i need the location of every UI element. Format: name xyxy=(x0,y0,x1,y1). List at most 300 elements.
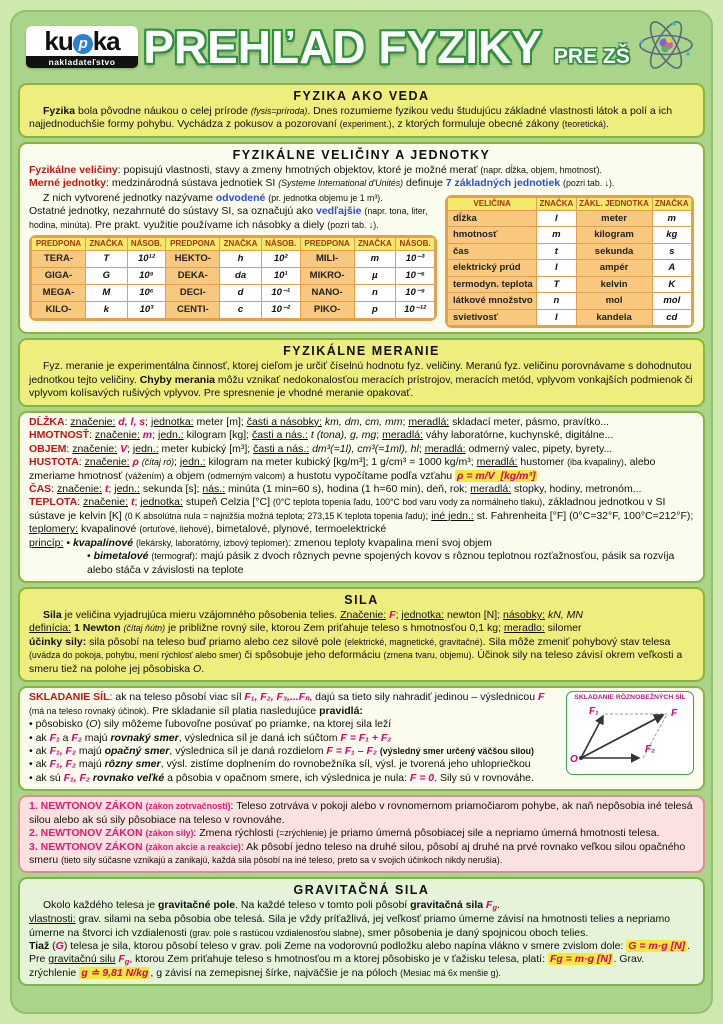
text-segment: DĹŽKA xyxy=(29,415,65,428)
label-f2: F₂ xyxy=(645,744,655,756)
text-segment: a objem xyxy=(164,469,208,482)
text-segment: : Zmena rýchlosti xyxy=(193,827,277,840)
text-segment: ) sily môžeme ľubovoľne posúvať po priamke, na ktorej sila leží xyxy=(97,718,392,731)
table-header-cell: PREDPONA xyxy=(32,238,86,251)
text-segment: (tieto sily súčasne vznikajú a zanikajú, každá sila pôsobí na iné teleso, preto sa v svojich účinkoch nikdy nerušia). xyxy=(61,855,503,866)
text-segment: (elektrické, magnetické, gravitačné) xyxy=(344,636,483,647)
table-cell: l xyxy=(537,210,576,227)
quantity-objem xyxy=(29,443,694,456)
text-segment: kilogram [kg]; xyxy=(183,429,252,442)
text-segment: 2. NEWTONOV ZÁKON xyxy=(29,827,143,840)
text-segment: ; xyxy=(108,482,115,495)
text-segment: O xyxy=(89,718,98,731)
text-segment: kilogram na meter kubický [kg/m³]; 1 g/cm³ = 1000 kg/m³; xyxy=(205,456,477,469)
text-segment: F xyxy=(389,609,396,622)
logo-text-ka: ka xyxy=(92,26,120,56)
text-segment: Sila xyxy=(43,609,62,622)
text-segment: . Na každé teleso v tomto poli pôsobí xyxy=(235,899,411,912)
text-segment: (napr. dĺžka, objem, hmotnosť). xyxy=(480,164,602,175)
text-segment: teplomery: xyxy=(29,523,79,536)
paragraph xyxy=(29,609,694,622)
table-cell: DEKA- xyxy=(166,268,220,285)
table-header-cell: PREDPONA xyxy=(300,238,354,251)
text-segment: definícia: xyxy=(29,622,72,635)
logo-p-icon: p xyxy=(73,34,93,54)
text-segment: . Dnes rozumieme fyzikou vedu študujúcu základné vlastnosti látok a polí a ich najjednoduchšie formy pohybu. Vychádza z pokusov a pozorovaní xyxy=(29,105,675,131)
text-segment: • ak xyxy=(29,731,50,744)
page-subtitle: PRE ZŠ xyxy=(553,45,630,68)
publisher-tagline: nakladateľstvo xyxy=(26,56,138,68)
table-cell: cd xyxy=(652,309,691,326)
table-row xyxy=(448,276,692,293)
text-segment: skladací meter, pásmo, pravítko... xyxy=(449,415,610,428)
paragraph xyxy=(29,940,694,980)
text-segment: , výsl. zistíme doplnením do rovnobežníka síl, výsl. je tvorená jeho uhlopriečkou xyxy=(160,758,531,771)
table-cell: s xyxy=(652,243,691,260)
text-segment: značenie: xyxy=(72,442,118,455)
text-segment: ( xyxy=(49,939,56,952)
newton-law-2 xyxy=(29,827,694,840)
text-segment: (Systeme International d'Unités) xyxy=(278,178,404,189)
text-segment: značenie: xyxy=(57,482,102,495)
text-segment: značenie: xyxy=(70,415,116,428)
text-segment: jednotka: xyxy=(401,609,445,622)
text-segment: F₁, F₂ xyxy=(49,758,76,771)
table-cell: mol xyxy=(652,293,691,310)
text-segment: : popisujú vlastnosti, stavy a zmeny hmotných objektov, ktoré je možné merať xyxy=(117,163,481,176)
text-segment: Pre prakt. využitie používame ich násobky a diely xyxy=(92,218,328,231)
text-segment: Chyby merania xyxy=(139,373,215,386)
text-segment: gravitačné pole xyxy=(158,899,236,912)
text-segment: (grav. pole s rastúcou vzdialenosťou slabne) xyxy=(189,927,362,938)
text-segment: (0 K absolútna nula = najnižšia možná teplota; 273,15 K teplota topenia ľadu) xyxy=(124,510,426,521)
text-segment: (zákon sily) xyxy=(145,828,194,839)
table-header-cell: ZÁKL. JEDNOTKA xyxy=(576,197,652,210)
text-segment: jedn.: xyxy=(157,429,184,442)
table-cell: 10⁻⁶ xyxy=(396,268,435,285)
text-segment: 3. NEWTONOV ZÁKON xyxy=(29,840,143,853)
paragraph xyxy=(29,192,437,205)
paragraph xyxy=(29,913,694,940)
text-segment: t xyxy=(130,496,135,509)
text-segment: (0°C teplota topenia ľadu, 100°C bod varu vody za normálneho tlaku) xyxy=(272,497,543,508)
text-segment: a xyxy=(59,731,72,744)
text-segment: nás.: xyxy=(202,482,226,495)
table-cell: PIKO- xyxy=(300,302,354,319)
table-cell: kelvin xyxy=(576,276,652,293)
text-segment: : Ak pôsobí jedno teleso na druhé silou, pôsobí aj druhé na prvé rovnako veľkou silou opačného smeru xyxy=(29,840,689,867)
text-segment: F₂ xyxy=(71,731,82,744)
text-segment: jednotka: xyxy=(140,496,183,509)
table-cell: 10² xyxy=(261,251,300,268)
text-segment: (pozri tab. ↓). xyxy=(327,219,379,230)
text-segment: . Sila môže zmeniť pohybový stav telesa xyxy=(482,635,674,648)
newton-law-3 xyxy=(29,841,694,868)
text-segment: hustomer xyxy=(517,456,568,469)
text-segment: ; xyxy=(145,415,151,428)
force-parallelogram-diagram xyxy=(566,691,694,775)
table-cell: ampér xyxy=(576,260,652,277)
text-segment: : zmenou teploty kvapalina mení svoj objem xyxy=(288,536,492,549)
table-cell: CENTI- xyxy=(166,302,220,319)
paragraph xyxy=(29,177,694,190)
text-segment: HMOTNOSŤ xyxy=(29,429,90,442)
text-segment: (čítaj ró) xyxy=(141,457,175,468)
text-segment: , alebo zmeriame hmotnosť xyxy=(29,456,659,482)
text-segment: jednotka: xyxy=(150,415,194,428)
text-segment: t (tona), g, mg xyxy=(310,429,377,442)
table-header-row xyxy=(448,197,692,210)
text-segment: sekunda [s]; xyxy=(139,482,203,495)
label-o: O xyxy=(570,754,578,766)
text-segment: F xyxy=(486,899,493,912)
table-cell: T xyxy=(537,276,576,293)
text-segment: ; xyxy=(174,456,180,469)
text-segment: pravidlá: xyxy=(319,704,363,717)
text-segment: . Pre skladanie síl platia nasledujúce xyxy=(146,704,320,717)
table-cell: 10¹ xyxy=(261,268,300,285)
table-header-cell: ZNAČKA xyxy=(85,238,127,251)
text-segment: • xyxy=(87,550,94,563)
text-segment: (pozri tab. ↓). xyxy=(563,178,615,189)
table-header-row xyxy=(32,238,435,251)
text-segment: . xyxy=(605,118,609,131)
text-segment: : medzinárodná sústava jednotiek SI xyxy=(106,177,279,190)
left-column xyxy=(29,192,437,329)
table-cell: MIKRO- xyxy=(300,268,354,285)
table-cell: GIGA- xyxy=(32,268,86,285)
text-segment: váhy laboratórne, kuchynské, digitálne... xyxy=(422,429,614,442)
text-segment: (vážením) xyxy=(125,470,165,481)
table-cell: h xyxy=(220,251,262,268)
table-cell: m xyxy=(354,251,396,268)
table-header-cell: ZNAČKA xyxy=(652,197,691,210)
text-segment: účinky sily: xyxy=(29,635,87,648)
table-row xyxy=(32,285,435,302)
text-segment: newton [N]; xyxy=(444,609,503,622)
text-segment: (zákon akcie a reakcie) xyxy=(145,841,241,852)
text-segment: , ktorou Zem priťahuje teleso s hmotnosťou m a ktorej pôsobisko je v ťažisku telesa, platí: xyxy=(129,953,548,966)
text-segment: G xyxy=(55,939,64,952)
table-cell: meter xyxy=(576,210,652,227)
text-segment: meradlá: xyxy=(476,456,518,469)
text-segment: (výsledný smer určený väčšou silou) xyxy=(379,745,534,756)
text-segment: (experiment.) xyxy=(339,119,392,130)
table-cell: hmotnosť xyxy=(448,227,537,244)
table-cell: TERA- xyxy=(32,251,86,268)
right-column xyxy=(445,192,694,329)
text-segment: (uvádza do pokoja, pohybu, mení rýchlosť alebo smer) xyxy=(29,650,242,661)
text-segment: Značenie: xyxy=(340,609,387,622)
section-title: FYZIKÁLNE MERANIE xyxy=(283,344,440,359)
text-segment: časti a násobky: xyxy=(246,415,322,428)
table-cell: HEKTO- xyxy=(166,251,220,268)
text-segment: (pr. jednotka objemu je 1 m³). xyxy=(268,192,383,203)
table-header-cell: ZNAČKA xyxy=(354,238,396,251)
text-segment: F xyxy=(537,691,545,704)
publisher-logo xyxy=(26,26,138,68)
text-segment: 1 Newton xyxy=(73,622,121,635)
table-cell: G xyxy=(85,268,127,285)
text-segment: • xyxy=(63,536,73,549)
text-segment: ; xyxy=(127,442,133,455)
text-segment: . Pre xyxy=(29,939,693,966)
prefix-table-frame xyxy=(29,235,437,321)
section-fyzika-ako-veda xyxy=(18,83,705,138)
text-segment: časti a nás.: xyxy=(251,429,308,442)
section-newtonove-zakony xyxy=(18,795,705,873)
text-segment: Tiaž xyxy=(29,939,50,952)
text-segment: Fg = m·g [N] xyxy=(549,953,612,966)
text-segment: SKLADANIE SÍL xyxy=(29,691,110,704)
text-segment: značenie: xyxy=(83,496,129,509)
text-segment: g xyxy=(124,957,130,967)
section-veliciny-detaily xyxy=(18,411,705,583)
si-prefix-table xyxy=(31,237,435,319)
text-segment: F₁, F₂ xyxy=(49,744,76,757)
text-segment: iné jedn.: xyxy=(431,509,474,522)
text-segment: , základnou jednotkou v SI sústave je kelvin [K] xyxy=(29,496,669,522)
text-segment: jedn.: xyxy=(179,456,206,469)
quantity-hustota xyxy=(29,456,694,483)
table-cell: DECI- xyxy=(166,285,220,302)
text-segment: grav. silami na seba pôsobia obe telesá. Sila je vždy príťažlivá, jej veľkosť priamo úmerne závisí na hmotnosti telies a nepriamo úmerne na štvorci ich vzdialenosti xyxy=(29,913,673,939)
table-cell: 10⁻⁹ xyxy=(396,285,435,302)
diagram-title: SKLADANIE RÔZNOBEŽNÝCH SÍL xyxy=(574,694,686,702)
text-segment: , smer pôsobenia je daný spojnicou oboch telies. xyxy=(361,926,589,939)
text-segment: Fyz. meranie je experimentálna činnosť, ktorej cieľom je určiť číselnú hodnotu fyz. veličiny. Meranú fyz. veličinu porovnávame s dohodnutou jednotkou tejto veličiny. xyxy=(29,360,695,386)
text-segment: či spôsobuje jeho deformáciu xyxy=(241,649,384,662)
table-cell: kg xyxy=(652,227,691,244)
paragraph xyxy=(29,105,694,132)
quantity-hmotnost xyxy=(29,429,694,442)
text-segment: • pôsobisko ( xyxy=(29,718,90,731)
text-segment: . xyxy=(201,662,205,675)
text-segment: Fyzikálne veličiny xyxy=(29,163,118,176)
text-segment: kvapalinové xyxy=(78,523,140,536)
header xyxy=(16,15,707,79)
table-cell: n xyxy=(537,293,576,310)
table-row xyxy=(448,243,692,260)
text-segment: majú xyxy=(75,744,105,757)
text-segment: bimetalové xyxy=(93,550,149,563)
text-segment: : xyxy=(51,482,58,495)
text-segment: ; xyxy=(134,496,141,509)
text-segment: (Mesiac má 6x menšie g). xyxy=(400,967,501,978)
section-title: GRAVITAČNÁ SILA xyxy=(293,883,430,898)
text-segment: F = 0 xyxy=(409,771,435,784)
title-block xyxy=(138,21,635,73)
table-cell: elektrický prúd xyxy=(448,260,537,277)
text-segment: , z ktorých formuluje obecné zákony xyxy=(391,118,562,131)
text-segment: meter kubický [m³]; xyxy=(158,442,254,455)
text-segment: a hustotu vypočítame podľa vzťahu xyxy=(285,469,456,482)
text-segment xyxy=(544,691,547,703)
text-segment: gravitačná sila xyxy=(410,899,484,912)
text-segment: odmerný valec, pipety, byrety... xyxy=(465,442,613,455)
text-segment: ; xyxy=(376,429,383,442)
teplota-bimetalove xyxy=(29,550,694,577)
text-segment: je priamo úmerná pôsobiacej sile a nepriamo úmerná hmotnosti telesa. xyxy=(326,827,660,840)
text-segment: ; xyxy=(425,509,432,522)
text-segment: st. Fahrenheita [°F] (0°C=32°F, 100°C=212°F); xyxy=(473,509,697,522)
text-segment: (čítaj ňútn) xyxy=(123,623,166,634)
force-vectors-figure xyxy=(569,702,685,768)
text-segment: rovnaký smer xyxy=(110,731,179,744)
table-cell: µ xyxy=(354,268,396,285)
text-segment: stupeň Celzia [°C] xyxy=(182,496,273,509)
text-segment: gravitačnú silu xyxy=(48,953,116,966)
text-segment: HUSTOTA xyxy=(29,456,79,469)
quantity-dlzka xyxy=(29,416,694,429)
text-segment: kN, MN xyxy=(547,609,583,622)
text-segment: F₁, F₂ xyxy=(63,771,90,784)
table-cell: m xyxy=(652,210,691,227)
label-f: F xyxy=(671,708,678,720)
text-segment: : Teleso zotrváva v pokoji alebo v rovnomernom priamočiarom pohybe, ak naň nepôsobia iné telesá silou alebo ak sú sily pôsobiace na teleso v rovnováhe. xyxy=(29,800,696,826)
text-segment: Merné jednotky xyxy=(29,177,107,190)
text-segment: vedľajšie xyxy=(315,205,362,218)
table-cell: sekunda xyxy=(576,243,652,260)
paragraph xyxy=(29,622,694,635)
text-segment: dm³(=1l), cm³(=1ml), hl xyxy=(312,442,419,455)
table-cell: 10⁻³ xyxy=(396,251,435,268)
text-segment: TEPLOTA xyxy=(29,496,78,509)
text-segment: F xyxy=(118,953,125,966)
table-header-cell: VELIČINA xyxy=(448,197,537,210)
page-title: PREHĽAD FYZIKY xyxy=(143,21,542,73)
text-segment: meradlá: xyxy=(382,429,423,442)
section-skladanie-sil xyxy=(18,686,705,791)
text-segment: ; xyxy=(395,609,402,622)
table-cell: T xyxy=(85,251,127,268)
table-header-cell: ZNAČKA xyxy=(537,197,576,210)
table-cell: m xyxy=(537,227,576,244)
table-cell: 10⁹ xyxy=(127,268,166,285)
table-header-cell: NÁSOB. xyxy=(261,238,300,251)
table-cell: MILI- xyxy=(300,251,354,268)
table-row xyxy=(32,268,435,285)
section-fyzikalne-meranie xyxy=(18,338,705,406)
text-segment: 7 základných jednotiek xyxy=(445,177,561,190)
table-cell: k xyxy=(85,302,127,319)
text-segment: meradlá: xyxy=(424,442,466,455)
text-segment: . Sily sú v rovnováhe. xyxy=(434,771,534,784)
text-segment: (ortuťové, liehové) xyxy=(139,524,211,535)
text-segment: meter [m]; xyxy=(193,415,247,428)
text-segment: V xyxy=(120,442,128,455)
text-segment: Fyzika xyxy=(43,105,76,117)
table-row xyxy=(32,251,435,268)
text-segment: ; xyxy=(418,442,425,455)
table-cell: K xyxy=(652,276,691,293)
text-segment: • ak xyxy=(29,744,50,757)
table-cell: d xyxy=(220,285,262,302)
table-cell: 10³ xyxy=(127,302,166,319)
table-row xyxy=(448,227,692,244)
logo-text-ku: ku xyxy=(44,26,73,56)
text-segment: t xyxy=(104,482,109,495)
publisher-logo-name xyxy=(26,28,138,54)
table-cell: I xyxy=(537,309,576,326)
text-segment: (napr. tona, liter, hodina, minúta). xyxy=(29,206,430,230)
table-row xyxy=(32,302,435,319)
text-segment: princíp: xyxy=(29,536,64,549)
text-segment: F = F₁ + F₂ xyxy=(340,731,392,744)
text-segment: • ak xyxy=(29,758,50,771)
text-segment: : ak na teleso pôsobí viac síl xyxy=(109,691,245,704)
table-cell: kandela xyxy=(576,309,652,326)
section-title: FYZIKA AKO VEDA xyxy=(293,89,430,103)
text-segment: definuje xyxy=(403,177,446,190)
section-veliciny-a-jednotky xyxy=(18,142,705,335)
section-title: SILA xyxy=(344,593,379,608)
newton-law-1 xyxy=(29,800,694,827)
table-header-cell: NÁSOB. xyxy=(127,238,166,251)
text-segment: , dajú sa tieto sily nahradiť jedinou – výslednicou xyxy=(309,691,538,704)
text-segment: m xyxy=(142,429,153,442)
table-cell: mol xyxy=(576,293,652,310)
text-segment: odvodené xyxy=(215,191,266,204)
text-segment: • ak sú xyxy=(29,771,64,784)
table-cell: I xyxy=(537,260,576,277)
text-segment: : majú pásik z dvoch rôznych pevne spojených kovov s rôznou teplotnou rozťažnosťou, pásik sa rozvíja alebo stáča v závislosti na teplote xyxy=(87,550,678,576)
text-segment: ; xyxy=(402,415,409,428)
text-segment: jedn.: xyxy=(132,442,159,455)
section-sila xyxy=(18,587,705,682)
table-cell: A xyxy=(652,260,691,277)
text-segment: (zmena tvaru, objemu) xyxy=(383,650,472,661)
text-segment: majú xyxy=(75,758,105,771)
text-segment: minúta (1 min=60 s), hodina (1 h=60 min), deň, rok; xyxy=(225,482,471,495)
paragraph xyxy=(29,899,694,913)
text-segment: , výslednica síl je daná ich súčtom xyxy=(178,731,341,744)
text-segment: : xyxy=(89,429,95,442)
text-segment: jedn.: xyxy=(114,482,140,495)
table-cell: c xyxy=(220,302,262,319)
teplota-princip xyxy=(29,537,694,550)
table-cell: látkové množstvo xyxy=(448,293,537,310)
text-segment: sila pôsobí na teleso buď priamo alebo cez silové pole xyxy=(86,635,345,648)
si-units-table xyxy=(447,197,692,327)
text-segment: majú xyxy=(81,731,111,744)
text-segment: (termograf) xyxy=(151,551,195,562)
text-segment: ) telesa je sila, ktorou pôsobí teleso v grav. poli Zeme na vodorovnú podložku alebo napína vlákno v smere zvislom dole: xyxy=(63,939,627,952)
text-segment: Ostatné jednotky, nezahrnuté do sústavy SI, sa označujú ako xyxy=(29,205,316,218)
text-segment: opačný smer xyxy=(104,744,170,757)
text-segment: . Grav. zrýchlenie xyxy=(29,953,648,979)
paragraph xyxy=(29,360,694,400)
text-segment: (iba kvapaliny) xyxy=(567,457,624,468)
text-segment: je približne rovný sile, ktorou Zem priťahuje teleso s hmotnosťou 0,1 kg; xyxy=(165,622,504,635)
table-cell: M xyxy=(85,285,127,302)
text-segment: a pôsobia v opačnom smere, ich výslednica je nula: xyxy=(164,771,410,784)
text-segment: Z nich vytvorené jednotky nazývame xyxy=(43,191,216,204)
text-segment: F₁ xyxy=(49,731,60,744)
text-segment: ρ = m/V [kg/m³] xyxy=(457,469,536,482)
section-gravitacna-sila xyxy=(18,877,705,986)
table-cell: NANO- xyxy=(300,285,354,302)
text-segment: (=zrýchlenie) xyxy=(276,828,327,839)
text-segment: , bimetalové, plynové, termoelektrické xyxy=(210,523,387,536)
text-segment: . xyxy=(497,899,500,912)
text-segment: : xyxy=(64,415,71,428)
text-segment: meradlá: xyxy=(470,482,512,495)
table-header-cell: PREDPONA xyxy=(166,238,220,251)
table-cell: 10⁻¹ xyxy=(261,285,300,302)
text-segment: môžu vznikať nedokonalosťou meracích prístrojov, meracích metód, vplyvom vonkajších podmienok či vplyvom kolísavých rušivých vplyvov. Pre spresnenie je vhodné meranie opakovať. xyxy=(29,373,696,400)
text-segment: F₁, F₂, F₃,...Fₙ xyxy=(244,691,310,704)
